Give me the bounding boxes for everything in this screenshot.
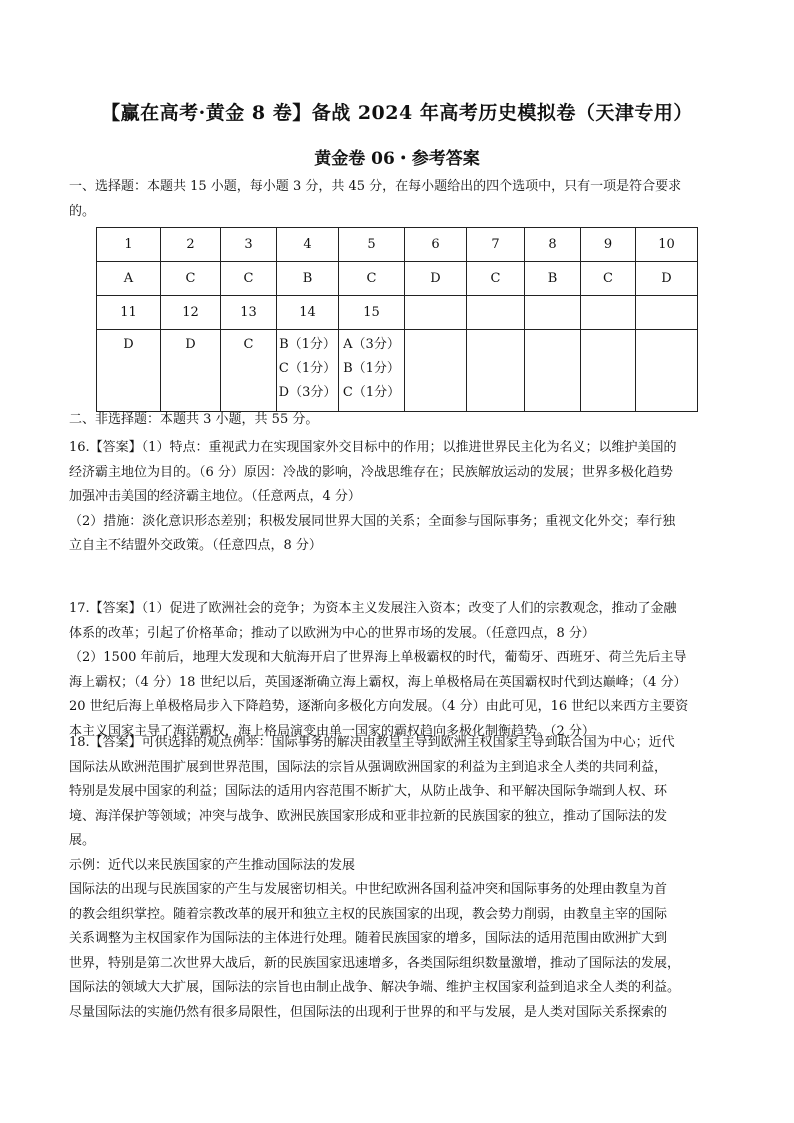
section1-intro-line1: 一、选择题：本题共 15 小题，每小题 3 分，共 45 分，在每小题给出的四个选项中，只有一项是符合要求: [69, 179, 682, 194]
table-cell-empty: [636, 296, 698, 330]
table-cell: C: [161, 262, 221, 296]
table-cell: D: [636, 262, 698, 296]
page-subtitle: 黄金卷 06・参考答案: [314, 149, 480, 169]
table-cell: 9: [581, 228, 636, 262]
answer-17-line: 17.【答案】（1）促进了欧洲社会的竞争；为资本主义发展注入资本；改变了人们的宗教观念，推动了金融: [69, 601, 677, 616]
table-cell: C: [221, 330, 277, 412]
answer-table-row-numbers-2: [97, 296, 698, 330]
answer-table-row-answers-2: [97, 330, 698, 412]
table-cell: 1: [97, 228, 161, 262]
answer-17-line: 海上霸权；（4 分）18 世纪以后，英国逐渐确立海上霸权，海上单极格局在英国霸权时代到达巅峰；（4 分）: [69, 674, 687, 690]
answer-17-line: 体系的改革；引起了价格革命；推动了以欧洲为中心的世界市场的发展。（任意四点，8 分）: [69, 625, 595, 641]
table-cell-empty: [636, 330, 698, 412]
answer-18-line: 国际法从欧洲范围扩展到世界范围，国际法的宗旨从强调欧洲国家的利益为主到追求全人类的共同利益，: [69, 759, 668, 775]
table-cell: 8: [525, 228, 581, 262]
table-cell: C: [581, 262, 636, 296]
answer-16-line: 16.【答案】（1）特点：重视武力在实现国家外交目标中的作用；以推进世界民主化为名义；以维护美国的: [69, 440, 677, 455]
table-cell: 14: [277, 296, 339, 330]
section1-intro: [69, 175, 729, 224]
q14-option-line: C（1分）: [278, 361, 337, 376]
table-cell: 4: [277, 228, 339, 262]
table-cell: 2: [161, 228, 221, 262]
table-cell: B: [525, 262, 581, 296]
table-cell: 12: [161, 296, 221, 330]
table-cell-empty: [405, 330, 467, 412]
table-cell: 11: [97, 296, 161, 330]
example-title: 示例：近代以来民族国家的产生推动国际法的发展: [69, 857, 356, 873]
q15-option-line: B（1分）: [343, 361, 400, 376]
answer-17-line: 本主义国家主导了海洋霸权，海上格局演变由单一国家的霸权趋向多极化制衡趋势。（2 分）: [69, 723, 595, 739]
q15-option-line: C（1分）: [342, 385, 401, 400]
table-cell-empty: [525, 330, 581, 412]
table-cell: 10: [636, 228, 698, 262]
answer-16-line: （2）措施：淡化意识形态差别；积极发展同世界大国的关系；全面参与国际事务；重视文化外交；奉行独: [69, 513, 676, 529]
section2-intro: 二、非选择题：本题共 3 小题，共 55 分。: [69, 412, 319, 427]
example-line: 国际法的出现与民族国家的产生与发展密切相关。中世纪欧洲各国利益冲突和国际事务的处理由教皇为首: [69, 882, 668, 897]
table-cell: C: [467, 262, 525, 296]
table-cell-empty: [581, 330, 636, 412]
table-cell-empty: [467, 296, 525, 330]
table-cell: D: [97, 330, 161, 412]
answer-16-line: 加强冲击美国的经济霸主地位。（任意两点，4 分）: [69, 489, 361, 504]
table-cell: 13: [221, 296, 277, 330]
answer-18-line: 境、海洋保护等领域；冲突与战争、欧洲民族国家形成和亚非拉新的民族国家的独立，推动了国际法的发: [69, 808, 668, 824]
table-cell: D: [405, 262, 467, 296]
section1-intro-line2: 的。: [69, 203, 96, 219]
table-cell: 5: [339, 228, 405, 262]
answer-table-row-numbers-1: [97, 228, 698, 262]
answer-18-line: 特别是发展中国家的利益；国际法的适用内容范围不断扩大，从防止战争、和平解决国际争端到人权、环: [69, 784, 668, 799]
q14-option-line: B（1分）: [279, 337, 336, 352]
example-line: 国际法的领域大大扩展，国际法的宗旨也由制止战争、解决争端、维护主权国家利益到追求全人类的利益。: [69, 980, 681, 995]
answer-16: [69, 436, 729, 559]
table-cell-q14: [277, 330, 339, 412]
table-cell-empty: [581, 296, 636, 330]
answer-16-line: 立自主不结盟外交政策。（任意四点，8 分）: [69, 538, 322, 553]
table-cell-q15: [339, 330, 405, 412]
answer-17-line: （2）1500 年前后，地理大发现和大航海开启了世界海上单极霸权的时代，葡萄牙、西班牙、荷兰先后主导: [69, 650, 687, 665]
answer-17: [69, 597, 729, 744]
answer-table-row-answers-1: [97, 262, 698, 296]
page-title: 【赢在高考·黄金 8 卷】备战 2024 年高考历史模拟卷（天津专用）: [101, 102, 693, 124]
table-cell: 7: [467, 228, 525, 262]
example-line: 关系调整为主权国家作为国际法的主体进行处理。随着民族国家的增多，国际法的适用范围由欧洲扩大到: [69, 931, 668, 946]
example-line: 的教会组织掌控。随着宗教改革的展开和独立主权的民族国家的出现，教会势力削弱，由教皇主宰的国际: [69, 906, 668, 922]
table-cell: A: [97, 262, 161, 296]
q14-option-line: D（3分）: [278, 385, 337, 400]
answer-18: [69, 731, 729, 1025]
answer-16-line: 经济霸主地位为目的。（6 分）原因：冷战的影响，冷战思维存在；民族解放运动的发展；世界多极化趋势: [69, 464, 673, 480]
table-cell-empty: [467, 330, 525, 412]
q15-option-line: A（3分）: [343, 337, 400, 352]
table-cell: C: [221, 262, 277, 296]
table-cell: B: [277, 262, 339, 296]
example-line: 世界，特别是第二次世界大战后，新的民族国家迅速增多，各类国际组织数量激增，推动了国际法的发展，: [69, 955, 681, 971]
example-line: 尽量国际法的实施仍然有很多局限性，但国际法的出现利于世界的和平与发展，是人类对国际关系探索的: [69, 1004, 668, 1020]
table-cell: C: [339, 262, 405, 296]
table-cell: 3: [221, 228, 277, 262]
table-cell: 6: [405, 228, 467, 262]
table-cell-empty: [405, 296, 467, 330]
answer-17-line: 20 世纪后海上单极格局步入下降趋势，逐渐向多极化方向发展。（4 分）由此可见，16 世纪以来西方主要资: [69, 699, 689, 714]
table-cell: 15: [339, 296, 405, 330]
answer-18-line: 展。: [69, 833, 96, 848]
answer-table: [96, 227, 698, 412]
answer-18-line: 18.【答案】可供选择的观点例举：国际事务的解决由教皇主导到欧洲主权国家主导到联合国为中心；近代: [69, 735, 675, 750]
table-cell-empty: [525, 296, 581, 330]
table-cell: D: [161, 330, 221, 412]
